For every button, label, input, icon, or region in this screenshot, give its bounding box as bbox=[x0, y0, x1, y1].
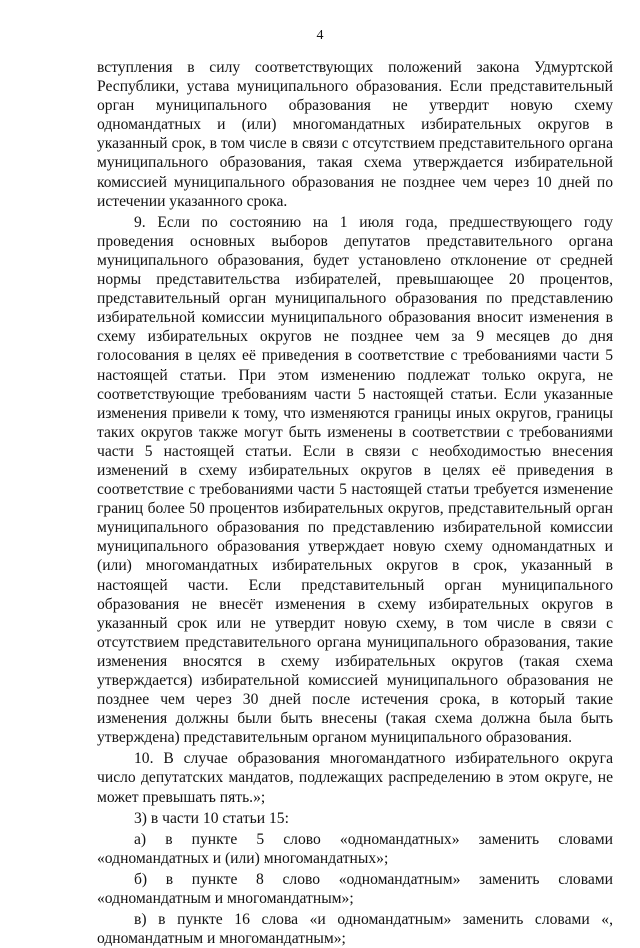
paragraph-amendment-3: 3) в части 10 статьи 15: bbox=[134, 809, 289, 827]
paragraph-amendment-v: в) в пункте 16 слова «и одномандатным» заменить словами «, одномандатным и многомандатным»; bbox=[97, 911, 613, 948]
page-number: 4 bbox=[316, 28, 324, 43]
paragraph-item-9: 9. Если по состоянию на 1 июля года, предшествующего году проведения основных выборов депутатов представительного органа муниципального образования, будет установлено отклонение от средней нормы представительства избирателей, превышающее 20 процентов, представительный орган муниципального образования по представлению избирательной комиссии муниципального образования вносит изменения в схему избирательных округов не позднее чем за 9 месяцев до дня голосования в целях её приведения в соответствие с требованиями части 5 настоящей статьи. При этом изменению подлежат только округа, не соответствующие требованиям части 5 настоящей статьи. Если указанные изменения привели к тому, что изменяются границы иных округов, границы таких округов также могут быть изменены в соответствии с требованиями части 5 настоящей статьи. Если в связи с необходимостью внесения изменений в схему избирательных округов в целях её приведения в соответствие с требованиями части 5 настоящей статьи требуется изменение границ более 50 процентов избирательных округов, представительный орган муниципального образования по представлению избирательной комиссии муниципального образования утверждает новую схему одномандатных и (или) многомандатных избирательных округов в срок, указанный в настоящей части. Если представительный орган муниципального образования не внесёт изменения в схему избирательных округов в указанный срок или не утвердит новую схему, в том числе в связи с отсутствием представительного органа муниципального образования, такие изменения вносятся в схему избирательных округов (такая схема утверждается) избирательной комиссией муниципального образования не позднее чем через 30 дней после истечения срока, в который такие изменения должны были быть внесены (такая схема должна была быть утверждена) представительным органом муниципального образования. bbox=[97, 213, 613, 747]
document-body bbox=[97, 58, 613, 948]
paragraph-amendment-b: б) в пункте 8 слово «одномандатным» заменить словами «одномандатным и многомандатным»; bbox=[97, 870, 613, 908]
paragraph-item-10: 10. В случае образования многомандатного избирательного округа число депутатских мандатов, подлежащих распределению в этом округе, не может превышать пять.»; bbox=[97, 750, 613, 806]
paragraph-continuation: вступления в силу соответствующих положений закона Удмуртской Республики, устава муниципального образования. Если представительный орган муниципального образования не утвердит новую схему одномандатных и (или) многомандатных избирательных округов в указанный срок, в том числе в связи с отсутствием представительного органа муниципального образования, такая схема утверждается избирательной комиссией муниципального образования не позднее чем через 10 дней по истечении указанного срока. bbox=[97, 59, 613, 210]
paragraph-amendment-a: а) в пункте 5 слово «одномандатных» заменить словами «одномандатных и (или) многомандатных»; bbox=[97, 830, 613, 867]
